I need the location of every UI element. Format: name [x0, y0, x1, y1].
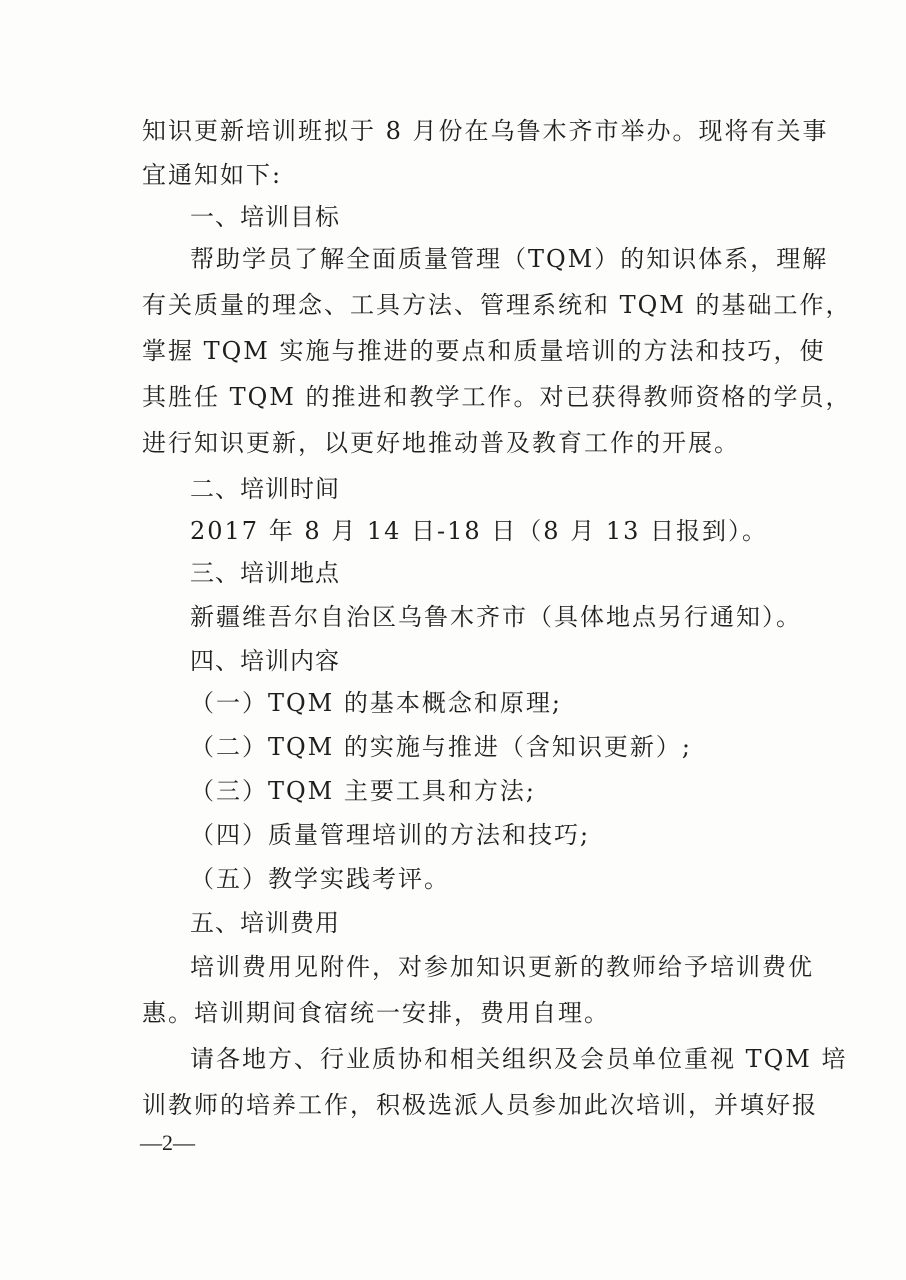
paragraph-text: 新疆维吾尔自治区乌鲁木齐市（具体地点另行通知）。: [190, 603, 802, 631]
list-item-text: （二）TQM 的实施与推进（含知识更新）;: [190, 733, 692, 761]
paragraph-line: [142, 993, 610, 1033]
list-item-text: （一）TQM 的基本概念和原理;: [190, 689, 562, 717]
paragraph-line: [190, 239, 828, 279]
list-item-text: （三）TQM 主要工具和方法;: [190, 777, 536, 805]
list-item: [190, 815, 590, 855]
heading-training-time: 二、培训时间: [190, 475, 340, 503]
paragraph-line: [142, 111, 829, 151]
section-heading: [190, 197, 340, 237]
section-heading: [190, 469, 340, 509]
paragraph-text: 请各地方、行业质协和相关组织及会员单位重视 TQM 培: [190, 1045, 848, 1073]
paragraph-text: 培训费用见附件，对参加知识更新的教师给予培训费优: [190, 953, 814, 981]
paragraph-text: 训教师的培养工作，积极选派人员参加此次培训，并填好报: [142, 1091, 818, 1119]
section-heading: [190, 641, 340, 681]
list-item-text: （四）质量管理培训的方法和技巧;: [190, 821, 591, 849]
paragraph-line: [142, 155, 282, 195]
paragraph-line: [142, 331, 826, 371]
paragraph-line: [190, 1039, 848, 1079]
paragraph-text: 惠。培训期间食宿统一安排，费用自理。: [142, 999, 610, 1027]
paragraph-line: [142, 377, 852, 417]
paragraph-line: [190, 597, 802, 637]
heading-training-content: 四、培训内容: [190, 647, 340, 675]
list-item: [190, 859, 450, 899]
paragraph-text: 宜通知如下:: [142, 161, 283, 189]
paragraph-text: 掌握 TQM 实施与推进的要点和质量培训的方法和技巧，使: [142, 337, 826, 365]
section-heading: [190, 903, 340, 943]
paragraph-text: 进行知识更新，以更好地推动普及教育工作的开展。: [142, 429, 740, 457]
paragraph-text: 2017 年 8 月 14 日-18 日（8 月 13 日报到）。: [190, 517, 769, 545]
paragraph-text: 有关质量的理念、工具方法、管理系统和 TQM 的基础工作，: [142, 291, 852, 319]
section-heading: [190, 553, 340, 593]
paragraph-line: [142, 285, 852, 325]
paragraph-line: [190, 511, 768, 551]
paragraph-line: [190, 947, 814, 987]
paragraph-line: [142, 1085, 818, 1125]
heading-training-location: 三、培训地点: [190, 559, 340, 587]
paragraph-text: 帮助学员了解全面质量管理（TQM）的知识体系，理解: [190, 245, 829, 273]
heading-training-goal: 一、培训目标: [190, 203, 340, 231]
list-item: [190, 683, 562, 723]
heading-training-fee: 五、培训费用: [190, 909, 340, 937]
list-item: [190, 727, 692, 767]
page-number: —2—: [140, 1130, 195, 1155]
paragraph-text: 知识更新培训班拟于 8 月份在乌鲁木齐市举办。现将有关事: [142, 117, 829, 145]
list-item-text: （五）教学实践考评。: [190, 865, 450, 893]
paragraph-line: [142, 423, 740, 463]
paragraph-text: 其胜任 TQM 的推进和教学工作。对已获得教师资格的学员，: [142, 383, 852, 411]
list-item: [190, 771, 536, 811]
